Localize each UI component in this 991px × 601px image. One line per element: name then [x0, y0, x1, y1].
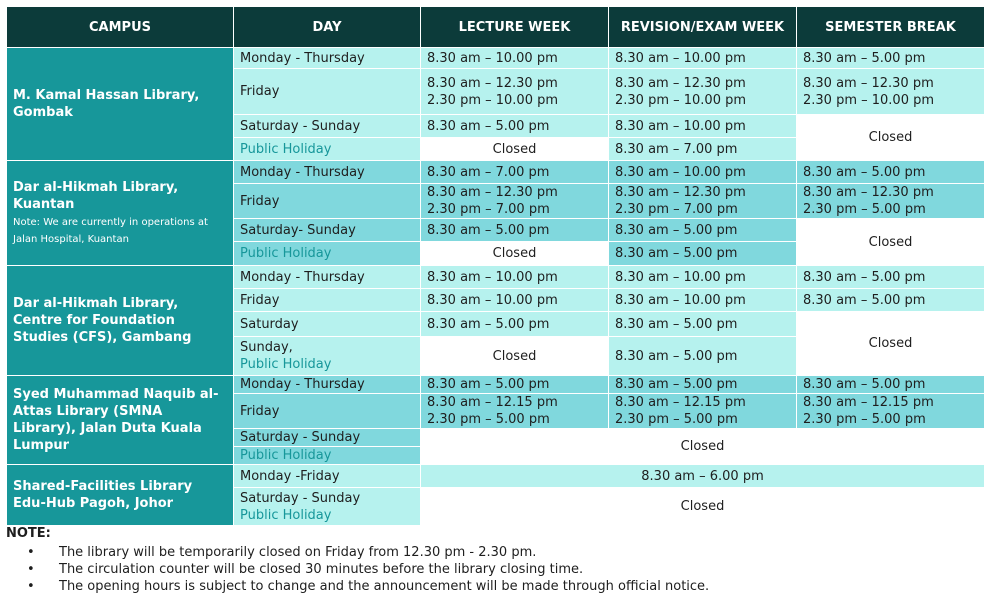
hours-cell [609, 394, 797, 429]
closed-cell: Closed [421, 337, 609, 376]
closed-cell: Closed [797, 115, 985, 161]
header-campus: CAMPUS [7, 7, 234, 48]
closed-cell: Closed [797, 312, 985, 376]
table-row [7, 376, 985, 394]
hours-cell: 8.30 am – 5.00 pm [421, 115, 609, 138]
hours-line: 2.30 pm – 5.00 pm [803, 412, 926, 427]
note-text: The circulation counter will be closed 30 minutes before the library closing time. [59, 562, 584, 577]
day-cell: Saturday - Sunday [234, 115, 421, 138]
hours-cell: 8.30 am – 7.00 pm [421, 161, 609, 184]
hours-line: 8.30 am – 12.15 pm [803, 395, 934, 410]
notes-list [6, 544, 976, 595]
campus-pagoh: Shared-Facilities Library Edu-Hub Pagoh, Johor [7, 465, 234, 526]
header-day: DAY [234, 7, 421, 48]
public-holiday-label: Public Holiday [234, 242, 421, 266]
hours-cell: 8.30 am – 5.00 pm [797, 266, 985, 289]
day-cell: Monday - Thursday [234, 161, 421, 184]
campus-note: Note: We are currently in operations at Jalan Hospital, Kuantan [13, 217, 208, 245]
hours-cell: 8.30 am – 10.00 pm [609, 115, 797, 138]
hours-cell: 8.30 am – 5.00 pm [609, 219, 797, 242]
campus-kuantan [7, 161, 234, 266]
day-cell [234, 337, 421, 376]
table-row [7, 48, 985, 69]
bullet-icon: • [27, 545, 35, 560]
header-semester-break: SEMESTER BREAK [797, 7, 985, 48]
hours-line: 8.30 am – 12.30 pm [803, 185, 934, 200]
hours-cell: 8.30 am – 10.00 pm [421, 289, 609, 312]
bullet-icon: • [27, 562, 35, 577]
hours-cell [421, 184, 609, 219]
hours-line: 8.30 am – 12.15 pm [615, 395, 746, 410]
hours-cell [421, 394, 609, 429]
day-cell: Monday -Friday [234, 465, 421, 488]
day-cell: Saturday [234, 312, 421, 337]
hours-line: 2.30 pm – 5.00 pm [427, 412, 550, 427]
day-cell: Friday [234, 69, 421, 115]
table-row [7, 266, 985, 289]
bullet-icon: • [27, 579, 35, 594]
library-hours-table [6, 6, 985, 526]
hours-line: 8.30 am – 12.15 pm [427, 395, 558, 410]
public-holiday-label: Public Holiday [234, 447, 421, 465]
table-row [7, 465, 985, 488]
hours-line: 2.30 pm – 7.00 pm [427, 202, 550, 217]
day-cell: Saturday- Sunday [234, 219, 421, 242]
hours-cell: 8.30 am – 5.00 pm [609, 312, 797, 337]
notes-title: NOTE: [6, 526, 51, 541]
hours-cell: 8.30 am – 6.00 pm [421, 465, 985, 488]
hours-line: 2.30 pm – 5.00 pm [803, 202, 926, 217]
hours-cell: 8.30 am – 5.00 pm [609, 242, 797, 266]
hours-line: 2.30 pm – 10.00 pm [615, 92, 747, 108]
hours-cell [797, 184, 985, 219]
closed-cell: Closed [421, 138, 609, 161]
note-text: The opening hours is subject to change and the announcement will be made through official notice. [59, 579, 710, 594]
list-item [6, 561, 976, 578]
hours-cell [797, 394, 985, 429]
hours-cell: 8.30 am – 5.00 pm [797, 161, 985, 184]
public-holiday-label: Public Holiday [240, 507, 332, 523]
day-cell: Monday - Thursday [234, 266, 421, 289]
table-row [7, 161, 985, 184]
hours-cell: 8.30 am – 10.00 pm [421, 266, 609, 289]
hours-cell: 8.30 am – 5.00 pm [609, 337, 797, 376]
list-item [6, 578, 976, 595]
closed-cell: Closed [421, 488, 985, 526]
hours-cell: 8.30 am – 10.00 pm [609, 289, 797, 312]
day-cell: Friday [234, 394, 421, 429]
hours-line: 8.30 am – 12.30 pm [427, 75, 558, 91]
campus-gombak: M. Kamal Hassan Library, Gombak [7, 48, 234, 161]
hours-cell: 8.30 am – 10.00 pm [609, 48, 797, 69]
hours-cell [421, 69, 609, 115]
notes-section [6, 526, 976, 595]
list-item [6, 544, 976, 561]
hours-line: 8.30 am – 12.30 pm [427, 185, 558, 200]
day-cell: Monday - Thursday [234, 376, 421, 394]
hours-cell: 8.30 am – 5.00 pm [609, 376, 797, 394]
hours-cell: 8.30 am – 10.00 pm [609, 161, 797, 184]
hours-line: 2.30 pm – 10.00 pm [427, 92, 559, 108]
hours-cell: 8.30 am – 5.00 pm [797, 48, 985, 69]
table-header-row [7, 7, 985, 48]
hours-cell: 8.30 am – 5.00 pm [797, 376, 985, 394]
day-cell [234, 488, 421, 526]
hours-cell: 8.30 am – 5.00 pm [421, 376, 609, 394]
closed-cell: Closed [421, 242, 609, 266]
day-cell: Friday [234, 289, 421, 312]
hours-line: 2.30 pm – 10.00 pm [803, 92, 935, 108]
hours-line: 8.30 am – 12.30 pm [615, 185, 746, 200]
campus-gambang: Dar al-Hikmah Library, Centre for Foundation Studies (CFS), Gambang [7, 266, 234, 376]
header-revision-exam-week: REVISION/EXAM WEEK [609, 7, 797, 48]
day-cell: Monday - Thursday [234, 48, 421, 69]
closed-cell: Closed [797, 219, 985, 266]
hours-cell [797, 69, 985, 115]
header-lecture-week: LECTURE WEEK [421, 7, 609, 48]
hours-cell: 8.30 am – 5.00 pm [797, 289, 985, 312]
hours-line: 8.30 am – 12.30 pm [803, 75, 934, 91]
public-holiday-label: Public Holiday [234, 138, 421, 161]
day-label: Sunday, [240, 340, 293, 355]
hours-cell: 8.30 am – 7.00 pm [609, 138, 797, 161]
campus-smna: Syed Muhammad Naquib al-Attas Library (SMNA Library), Jalan Duta Kuala Lumpur [7, 376, 234, 465]
hours-line: 2.30 pm – 7.00 pm [615, 202, 738, 217]
hours-line: 8.30 am – 12.30 pm [615, 75, 746, 91]
hours-cell: 8.30 am – 5.00 pm [421, 219, 609, 242]
day-label: Saturday - Sunday [240, 490, 361, 506]
public-holiday-label: Public Holiday [240, 357, 332, 372]
closed-cell: Closed [421, 429, 985, 465]
note-text: The library will be temporarily closed on Friday from 12.30 pm - 2.30 pm. [59, 545, 537, 560]
hours-line: 2.30 pm – 5.00 pm [615, 412, 738, 427]
hours-cell [609, 184, 797, 219]
day-cell: Saturday - Sunday [234, 429, 421, 447]
hours-cell: 8.30 am – 10.00 pm [421, 48, 609, 69]
hours-cell [609, 69, 797, 115]
campus-name: Dar al-Hikmah Library, Kuantan [13, 180, 179, 212]
hours-cell: 8.30 am – 5.00 pm [421, 312, 609, 337]
hours-cell: 8.30 am – 10.00 pm [609, 266, 797, 289]
day-cell: Friday [234, 184, 421, 219]
